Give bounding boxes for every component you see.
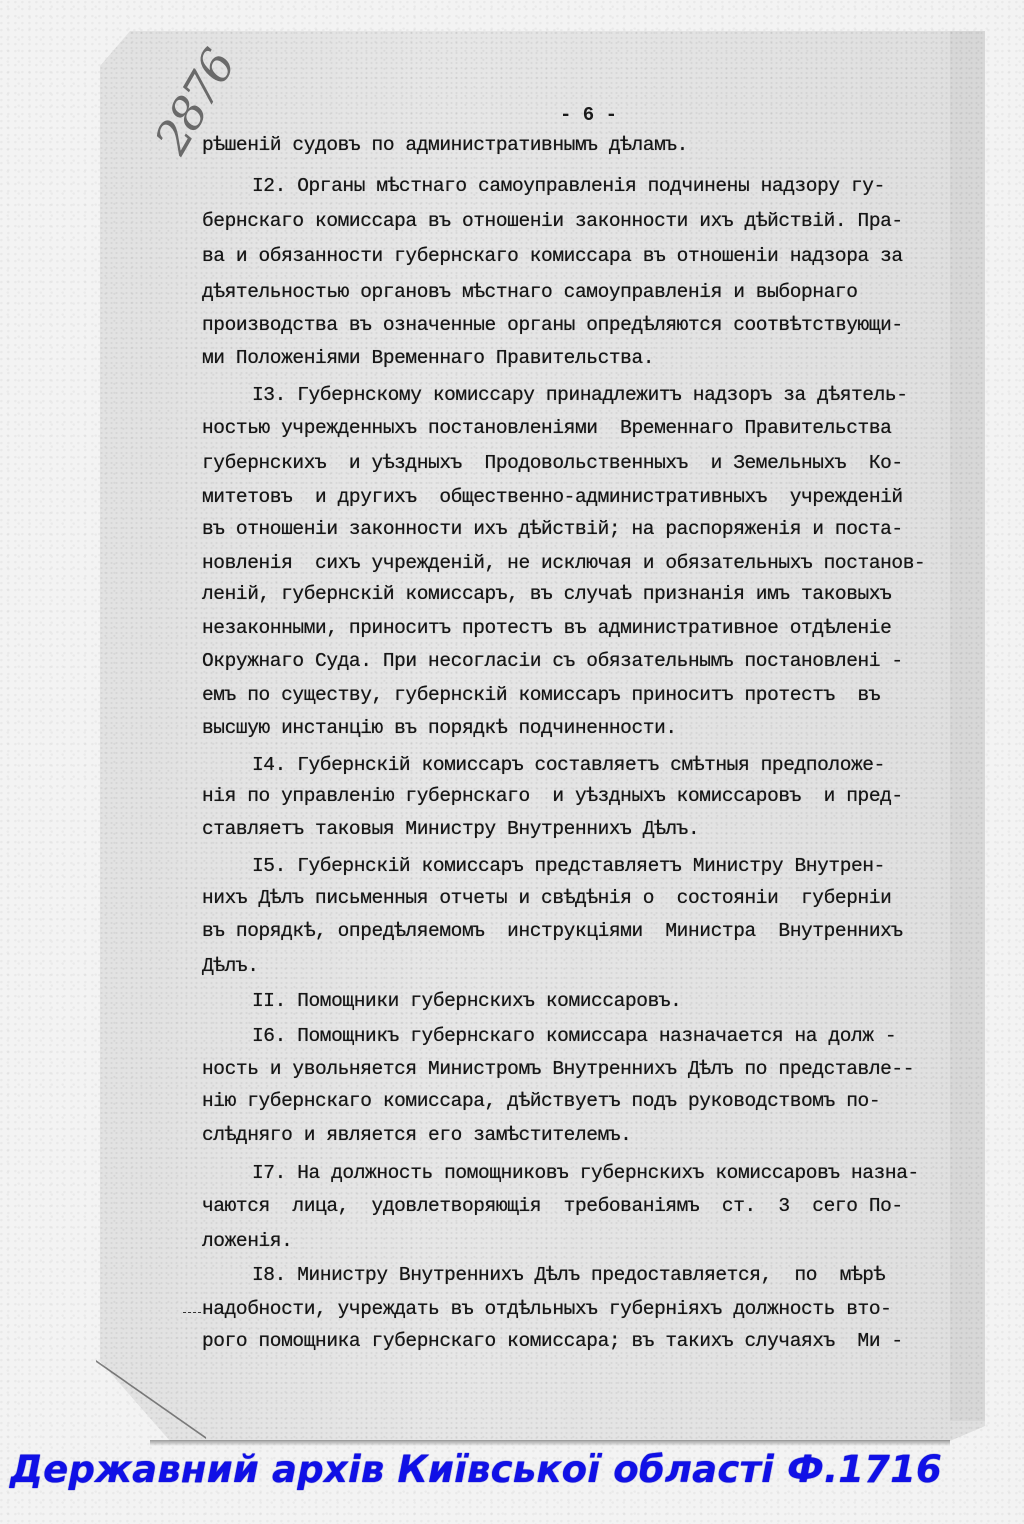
page-edge-strip bbox=[950, 31, 985, 1421]
text-line: I2. Органы мѣстнаго самоуправленiя подчинены надзору гу- bbox=[252, 175, 885, 197]
text-line: ложенiя. bbox=[202, 1230, 293, 1252]
margin-dash-mark bbox=[183, 1312, 201, 1313]
text-line: Дѣлъ. bbox=[202, 955, 259, 977]
text-line: нихъ Дѣлъ письменныя отчеты и свѣдѣнiя о состоянiи губернiи bbox=[202, 887, 892, 909]
text-line: бернскаго комиссара въ отношенiи законности ихъ дѣйствiй. Пра- bbox=[202, 210, 903, 232]
text-line: незаконными, приноситъ протестъ въ административное отдѣленiе bbox=[202, 617, 892, 639]
text-line: ми Положенiями Временнаго Правительства. bbox=[202, 347, 655, 369]
text-line: новленiя сихъ учрежденiй, не исключая и обязательныхъ постанов- bbox=[202, 552, 926, 574]
text-line: ленiй, губернскiй комиссаръ, въ случаѣ признанiя имъ таковыхъ bbox=[202, 583, 892, 605]
text-line: губернскихъ и уѣздныхъ Продовольственныхъ и Земельныхъ Ко- bbox=[202, 452, 903, 474]
page-number: - 6 - bbox=[560, 104, 618, 126]
text-line: I6. Помощникъ губернскаго комиссара назначается на долж - bbox=[252, 1025, 897, 1047]
text-line: I8. Министру Внутреннихъ Дѣлъ предоставляется, по мѣрѣ bbox=[252, 1264, 885, 1286]
text-line: ставляетъ таковыя Министру Внутреннихъ Дѣлъ. bbox=[202, 818, 700, 840]
text-line: митетовъ и другихъ общественно-административныхъ учрежденiй bbox=[202, 486, 903, 508]
text-line: нiю губернскаго комиссара, дѣйствуетъ подъ руководствомъ по- bbox=[202, 1090, 881, 1112]
text-line: высшую инстанцiю въ порядкѣ подчиненности. bbox=[202, 717, 677, 739]
archive-watermark: Державний архів Київської області Ф.1716 bbox=[10, 1448, 943, 1491]
text-line: рѣшенiй судовъ по административнымъ дѣламъ. bbox=[202, 134, 688, 156]
text-line: II. Помощники губернскихъ комиссаровъ. bbox=[252, 990, 682, 1012]
text-line: производства въ означенные органы опредѣляются соотвѣтствующи- bbox=[202, 314, 903, 336]
handwritten-archive-number: 2876 bbox=[143, 41, 246, 163]
text-line: надобности, учреждать въ отдѣльныхъ губернiяхъ должность вто- bbox=[202, 1298, 892, 1320]
text-line: ностью учрежденныхъ постановленiями Временнаго Правительства bbox=[202, 417, 892, 439]
text-line: въ отношенiи законности ихъ дѣйствiй; на распоряженiя и поста- bbox=[202, 518, 903, 540]
text-line: I4. Губернскiй комиссаръ составляетъ смѣтныя предположе- bbox=[252, 754, 885, 776]
text-line: I7. На должность помощниковъ губернскихъ комиссаровъ назна- bbox=[252, 1162, 919, 1184]
text-line: I5. Губернскiй комиссаръ представляетъ Министру Внутрен- bbox=[252, 855, 885, 877]
text-line: нiя по управленiю губернскаго и уѣздныхъ комиссаровъ и пред- bbox=[202, 785, 903, 807]
text-line: чаются лица, удовлетворяющiя требованiямъ ст. 3 сего По- bbox=[202, 1195, 903, 1217]
text-line: емъ по существу, губернскiй комиссаръ приноситъ протестъ въ bbox=[202, 684, 881, 706]
text-line: въ порядкѣ, опредѣляемомъ инструкцiями Министра Внутреннихъ bbox=[202, 920, 903, 942]
text-line: дѣятельностью органовъ мѣстнаго самоуправленiя и выборнаго bbox=[202, 281, 858, 303]
text-line: Окружнаго Суда. При несогласiи съ обязательнымъ постановленi - bbox=[202, 650, 903, 672]
text-line: ва и обязанности губернскаго комиссара въ отношенiи надзора за bbox=[202, 245, 903, 267]
text-line: слѣдняго и является его замѣстителемъ. bbox=[202, 1124, 632, 1146]
text-line: ность и увольняется Министромъ Внутреннихъ Дѣлъ по представле-- bbox=[202, 1058, 915, 1080]
page-shadow bbox=[150, 1440, 950, 1446]
text-line: I3. Губернскому комиссару принадлежитъ надзоръ за дѣятель- bbox=[252, 384, 908, 406]
text-line: рого помощника губернскаго комиссара; въ такихъ случаяхъ Ми - bbox=[202, 1330, 903, 1352]
